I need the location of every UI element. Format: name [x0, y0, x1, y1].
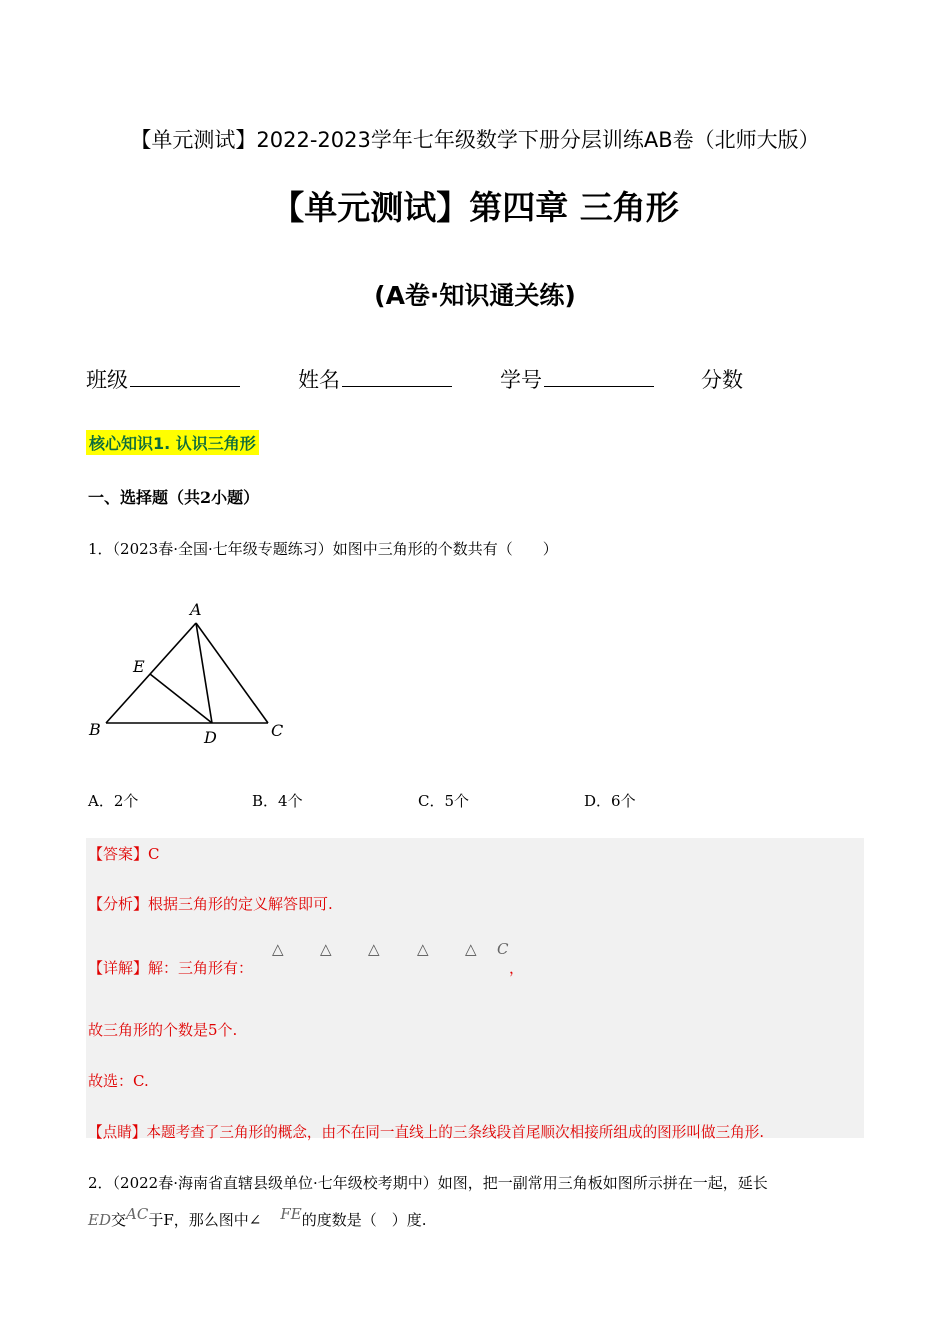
detail-comma: ，: [509, 959, 525, 977]
class-field: [86, 364, 240, 394]
document-title: 【单元测试】第四章 三角形: [271, 188, 679, 227]
triangle-figure: [84, 596, 294, 756]
q2-ed: ED: [88, 1211, 111, 1229]
volume-title: (A卷·知识通关练): [374, 281, 576, 310]
trailing-c: C: [497, 940, 509, 958]
segment-ed: [150, 674, 212, 723]
option-b: B．4个: [252, 792, 303, 810]
detail-line: 【详解】解：三角形有：: [88, 959, 254, 977]
core-knowledge-tag: 核心知识1. 认识三角形: [86, 430, 259, 455]
option-d: D．6个: [584, 792, 636, 810]
q2-fe: FE: [280, 1205, 302, 1223]
number-label: 学号: [500, 368, 542, 392]
label-c: C: [271, 721, 284, 740]
class-label: 班级: [86, 368, 128, 392]
option-a: A．2个: [88, 792, 139, 810]
q2-tail: 的度数是（ ）度.: [301, 1211, 427, 1229]
document-subtitle: 【单元测试】2022-2023学年七年级数学下册分层训练AB卷（北师大版）: [130, 128, 820, 152]
label-b: B: [89, 720, 101, 739]
q2-yu-f: 于F，那么图中∠: [148, 1211, 262, 1229]
segment-ad: [196, 623, 212, 723]
answer-box: [86, 838, 864, 1138]
segment-ab: [106, 623, 196, 723]
choice-line: 故选：C.: [88, 1072, 149, 1090]
count-line: 故三角形的个数是5个.: [88, 1021, 238, 1039]
triangle-symbol: △: [368, 940, 380, 958]
triangle-symbol: △: [465, 940, 477, 958]
q2-jiao: 交: [110, 1211, 126, 1229]
segment-ac: [196, 623, 268, 723]
label-d: D: [204, 728, 217, 747]
analysis-line: 【分析】根据三角形的定义解答即可.: [88, 895, 333, 913]
q2-ac: AC: [126, 1205, 149, 1223]
section-heading: 一、选择题（共2小题）: [88, 488, 260, 507]
triangle-symbol: △: [417, 940, 429, 958]
number-blank: [544, 368, 654, 387]
question1-stem: 1．（2023春·全国·七年级专题练习）如图中三角形的个数共有（ ）: [88, 540, 558, 558]
number-field: [500, 364, 654, 394]
question2-line2: [88, 1205, 427, 1230]
name-field: [298, 364, 452, 394]
answer-line: 【答案】C: [88, 845, 160, 863]
label-e: E: [133, 657, 145, 676]
name-blank: [342, 368, 452, 387]
score-field: [701, 364, 743, 394]
option-c: C．5个: [418, 792, 470, 810]
label-a: A: [190, 600, 202, 619]
comment-line: 【点睛】本题考查了三角形的概念，由不在同一直线上的三条线段首尾顺次相接所组成的图形叫做三角形.: [88, 1124, 764, 1141]
question2-line1: 2．（2022春·海南省直辖县级单位·七年级校考期中）如图，把一副常用三角板如图所示拼在一起，延长: [88, 1174, 768, 1192]
triangle-symbol: △: [320, 940, 332, 958]
class-blank: [130, 368, 240, 387]
name-label: 姓名: [298, 368, 340, 392]
score-label: 分数: [701, 368, 743, 392]
triangle-symbol: △: [272, 940, 284, 958]
